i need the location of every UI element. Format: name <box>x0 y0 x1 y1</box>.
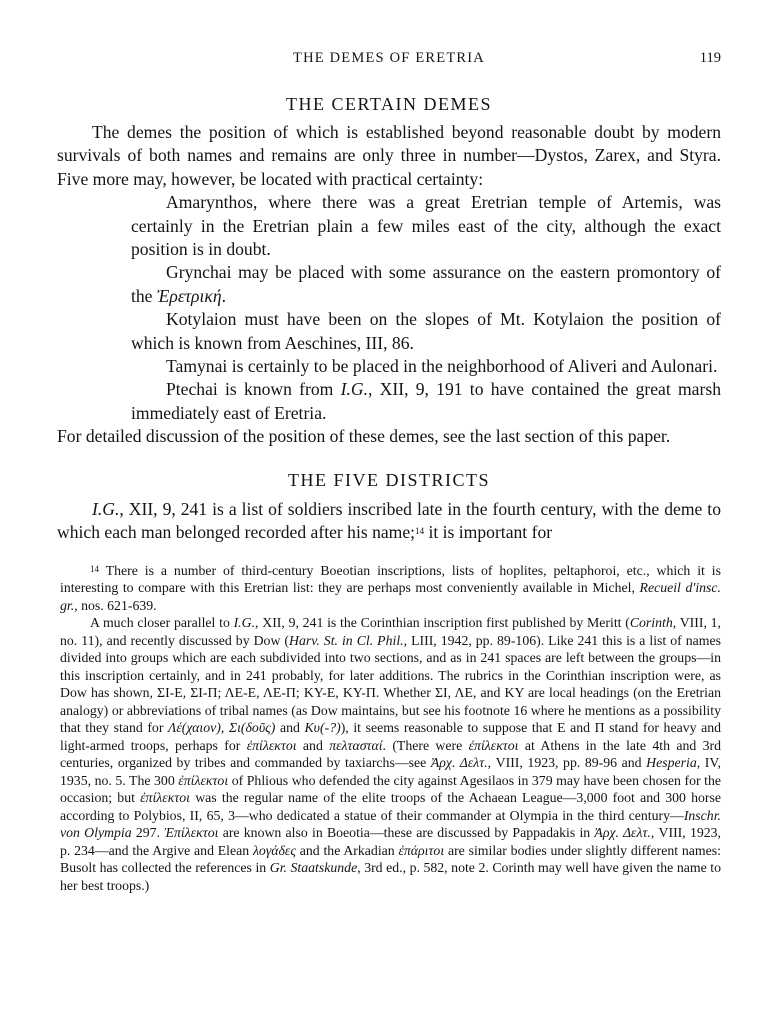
footnote-paragraph-1: $^{14}$ There is a number of third-century Boeotian inscriptions, lists of hoplites, peltaphoroi, etc., which it is interesting to compare with this Eretrian list: they are perhaps most conveniently available in Michel, Recueil d'insc. gr., nos. 621-639. <box>60 562 721 613</box>
section-heading-five-districts: THE FIVE DISTRICTS <box>288 469 490 490</box>
deme-kotylaion: Kotylaion must have been on the slopes of Mt. Kotylaion the position of which is known from Aeschines, III, 86. <box>131 309 721 353</box>
closing-paragraph: For detailed discussion of the position of these demes, see the last section of this paper. <box>57 426 671 447</box>
citation-ig: I.G. <box>340 379 368 400</box>
intro-paragraph: The demes the position of which is established beyond reasonable doubt by modern survivals of both names and remains are only three in number—Dystos, Zarex, and Styra. Five more may, however, be located with practical certainty: <box>57 122 721 189</box>
page <box>57 50 721 894</box>
footnote-reference[interactable]: 14 <box>415 526 425 537</box>
section-certain-demes-body <box>57 121 721 191</box>
section-heading-certain-demes: THE CERTAIN DEMES <box>286 94 492 114</box>
footnote-marker: 14 <box>90 563 99 574</box>
five-districts-paragraph: I.G., XII, 9, 241 is a list of soldiers inscribed late in the fourth century, with the deme to which each man belonged recorded after his name;$^{14}$ it is important for <box>57 498 721 543</box>
footnote-paragraph-2: A much closer parallel to I.G., XII, 9, 241 is the Corinthian inscription first published by Meritt (Corinth, VIII, 1, no. 11), and recently discussed by Dow (Harv. St. in Cl. Phil., LIII, 1942, pp. 89-106). Like 241 this is a list of names divided into groups which are each subdivided into two sections, and as in 241 spaces are left between the groups—in this inscription certainly, and in 241 probably, for later additions. The rubrics in the Corinthian inscription were, as Dow has shown, ΣΙ-Ε, ΣΙ-Π; ΛΕ-Ε, ΛΕ-Π; ΚΥ-Ε, ΚΥ-Π. Whether ΣΙ, ΛΕ, and ΚΥ are local headings (on the Eretrian analogy) or abbreviations of tribal names (as Dow maintains, but see his footnote 16 where he mentions as a possibility that they stand for Λέ(χαιον), Σι(δοῦς) and Κυ(-?)), it seems reasonable to suppose that Ε and Π stand for heavy and light-armed troops, perhaps for ἐπίλεκτοι and πελτασταί. (There were ἐπίλεκτοι at Athens in the late 4th and 3rd centuries, organized by tribes and commanded by taxiarchs—see Ἀρχ. Δελτ., VIII, 1923, pp. 89-96 and Hesperia, IV, 1935, no. 5. The 300 ἐπίλεκτοι of Phlious who defended the city against Agesilaos in 379 may have been chosen for the occasion; but ἐπίλεκτοι was the regular name of the elite troops of the Achaean League—3,000 foot and 300 horse according to Polybios, II, 65, 3—who dedicated a statue of their commander at Olympia in the third century—Inschr. von Olympia 297. Ἐπίλεκτοι are known also in Boeotia—these are discussed by Pappadakis in Ἀρχ. Δελτ., VIII, 1923, p. 234—and the Argive and Elean λογάδες and the Arkadian ἐπάριτοι are similar bodies under slightly different names: Busolt has collected the references in Gr. Staatskunde, 3rd ed., p. 582, note 2. Corinth may well have given the name to her best troops.) <box>60 615 722 893</box>
footnote-14 <box>57 562 721 895</box>
running-head-title: THE DEMES OF ERETRIA <box>293 50 485 66</box>
deme-list <box>57 191 721 425</box>
section-five-districts-body <box>57 498 721 545</box>
deme-tamynai: Tamynai is certainly to be placed in the neighborhood of Aliveri and Aulonari. <box>166 356 718 377</box>
deme-amarynthos: Amarynthos, where there was a great Eretrian temple of Artemis, was certainly in the Eretrian plain a few miles east of the city, although the exact position is in doubt. <box>131 192 721 260</box>
greek-word: Ἐρετρική <box>156 285 222 306</box>
page-number: 119 <box>699 50 721 66</box>
running-head <box>57 50 721 74</box>
citation-ig: I.G. <box>92 498 120 519</box>
deme-grynchai: Grynchai may be placed with some assurance on the eastern promontory of the Ἐρετρική. <box>131 262 721 306</box>
deme-ptechai: Ptechai is known from I.G., XII, 9, 191 to have contained the great marsh immediately east of Eretria. <box>131 379 721 423</box>
